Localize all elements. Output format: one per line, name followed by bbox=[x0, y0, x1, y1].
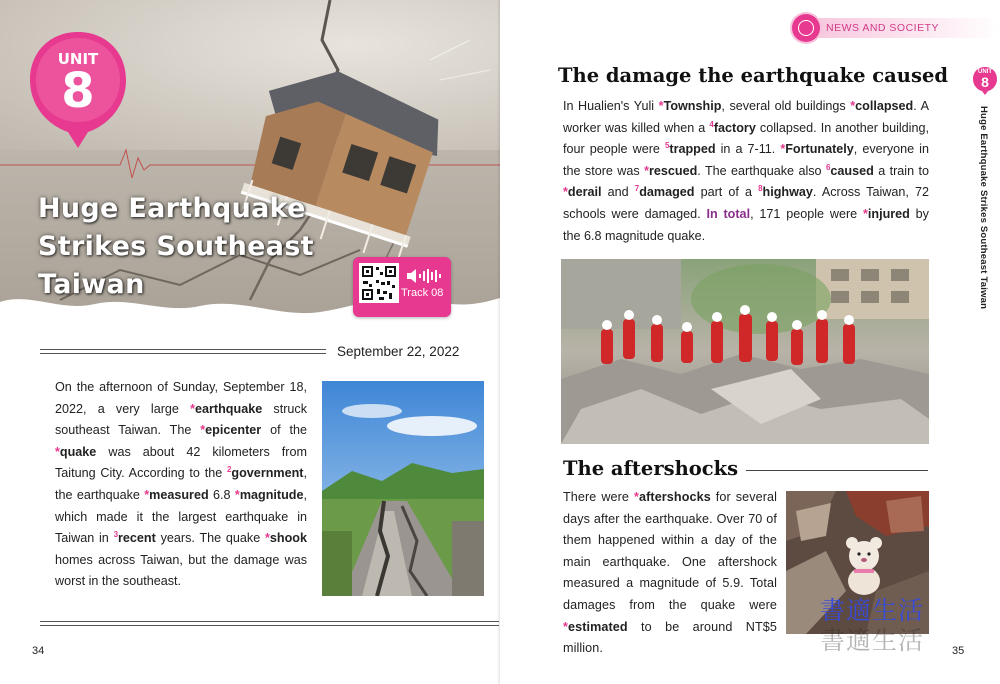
vocab-keyword: measured bbox=[149, 487, 209, 502]
heading-aftershocks: The aftershocks bbox=[563, 457, 739, 480]
vocab-keyword: government bbox=[231, 466, 304, 481]
vocab-keyword: epicenter bbox=[205, 423, 262, 438]
rescue-workers-photo bbox=[561, 259, 929, 444]
vocab-keyword: derail bbox=[567, 185, 602, 200]
glossary-star-marker: * bbox=[563, 185, 568, 200]
vocab-keyword: caused bbox=[830, 163, 874, 178]
title-line-2: Strikes Southeast bbox=[38, 231, 314, 262]
glossary-star-marker: * bbox=[200, 423, 206, 438]
vocab-number-marker: 8 bbox=[758, 184, 763, 194]
aftershocks-paragraph: There were *aftershocks for several days after the earthquake. Over 70 of them happened within a day of the main earthquake. One aftershock measured a magnitude of 5.9. Total damages from the quake were *estimated to be around NT$5 million. bbox=[563, 490, 777, 656]
vocab-keyword: magnitude bbox=[239, 487, 304, 502]
vocab-keyword: Township bbox=[663, 99, 722, 113]
vocab-number-marker: 7 bbox=[634, 184, 640, 194]
watermark-text: 書適生活 bbox=[820, 596, 925, 625]
glossary-star-marker: * bbox=[265, 531, 270, 546]
audio-track-badge[interactable] bbox=[353, 257, 451, 317]
watermark-text-shadow: 書適生活 bbox=[820, 626, 925, 655]
heading-damage: The damage the earthquake caused bbox=[558, 64, 948, 87]
glossary-star-marker: * bbox=[144, 487, 150, 502]
side-unit-label: UNIT bbox=[978, 69, 992, 75]
track-label: Track 08 bbox=[401, 287, 444, 299]
qr-code-icon bbox=[359, 263, 399, 303]
glossary-star-marker: * bbox=[644, 163, 649, 178]
glossary-star-marker: * bbox=[780, 142, 786, 157]
glossary-star-marker: * bbox=[633, 490, 639, 504]
vocab-keyword: earthquake bbox=[195, 401, 263, 416]
watermark bbox=[820, 596, 924, 656]
vocab-number-marker: 3 bbox=[113, 529, 119, 539]
glossary-star-marker: * bbox=[862, 206, 868, 221]
vocab-keyword: recent bbox=[118, 531, 156, 546]
title-line-3: Taiwan bbox=[38, 269, 145, 300]
vocab-keyword: trapped bbox=[669, 142, 716, 157]
glossary-star-marker: * bbox=[658, 99, 664, 113]
vocab-keyword: factory bbox=[713, 120, 756, 135]
cracked-road-photo bbox=[322, 381, 484, 596]
vocab-keyword: collapsed bbox=[855, 99, 914, 113]
article-title bbox=[38, 190, 318, 304]
vocab-keyword: rescued bbox=[648, 163, 698, 178]
vocab-number-marker: 6 bbox=[825, 162, 831, 172]
date-rule bbox=[40, 349, 326, 354]
damage-paragraph: In Hualien's Yuli *Township, several old buildings *collapsed. A worker was killed when a $^4$factory collapsed. In another building, four people were $^5$trapped in a 7-11. *Fortunately, everyone in the store was *rescued. The earthquake also $^6$caused a train to *derail and $^7$damaged part of a $^8$highway. Across Taiwan, 72 schools were damaged. In total, 171 people were *injured by the 6.8 magnitude quake. bbox=[563, 99, 929, 243]
sound-wave-icon bbox=[405, 267, 445, 285]
vocab-keyword: shook bbox=[269, 531, 307, 546]
glossary-star-marker: * bbox=[234, 487, 240, 502]
page-number-right: 35 bbox=[952, 645, 965, 657]
vocab-keyword: Fortunately bbox=[785, 142, 854, 157]
vocab-keyword: damaged bbox=[639, 185, 695, 200]
glossary-star-marker: * bbox=[850, 99, 856, 113]
vocab-keyword: quake bbox=[59, 444, 97, 459]
unit-label: UNIT bbox=[57, 50, 99, 68]
vocab-number-marker: 4 bbox=[709, 119, 714, 129]
highlighted-phrase: In total bbox=[706, 206, 751, 221]
page-number-left: 34 bbox=[32, 645, 45, 657]
news-globe-icon bbox=[792, 14, 820, 42]
aftershocks-rule bbox=[746, 470, 928, 471]
vocab-number-marker: 5 bbox=[664, 141, 670, 150]
title-line-1: Huge Earthquake bbox=[38, 193, 306, 224]
vocab-keyword: highway bbox=[762, 185, 813, 200]
unit-number: 8 bbox=[61, 63, 95, 119]
glossary-star-marker: * bbox=[190, 401, 196, 416]
section-tab-label: NEWS AND SOCIETY bbox=[826, 22, 940, 34]
intro-paragraph: On the afternoon of Sunday, September 18, 2022, a very large *earthquake struck southeast Taiwan. The *epicenter of the *quake was about 42 kilometers from Taitung City. According to the $^2$government, the earthquake *measured 6.8 *magnitude, which made it the largest earthquake in Taiwan in $^3$recent years. The quake *shook homes across Taiwan, but the damage was worst in the southeast. bbox=[55, 380, 308, 589]
glossary-star-marker: * bbox=[55, 444, 60, 459]
vocab-keyword: estimated bbox=[568, 619, 628, 634]
glossary-star-marker: * bbox=[563, 619, 569, 634]
article-date: September 22, 2022 bbox=[337, 344, 460, 359]
vocab-number-marker: 2 bbox=[226, 465, 232, 475]
bottom-rule bbox=[40, 621, 499, 626]
side-running-title: Huge Earthquake Strikes Southeast Taiwan bbox=[978, 106, 989, 310]
side-unit-number: 8 bbox=[981, 74, 989, 90]
vocab-keyword: aftershocks bbox=[639, 490, 711, 504]
vocab-keyword: injured bbox=[867, 206, 910, 221]
